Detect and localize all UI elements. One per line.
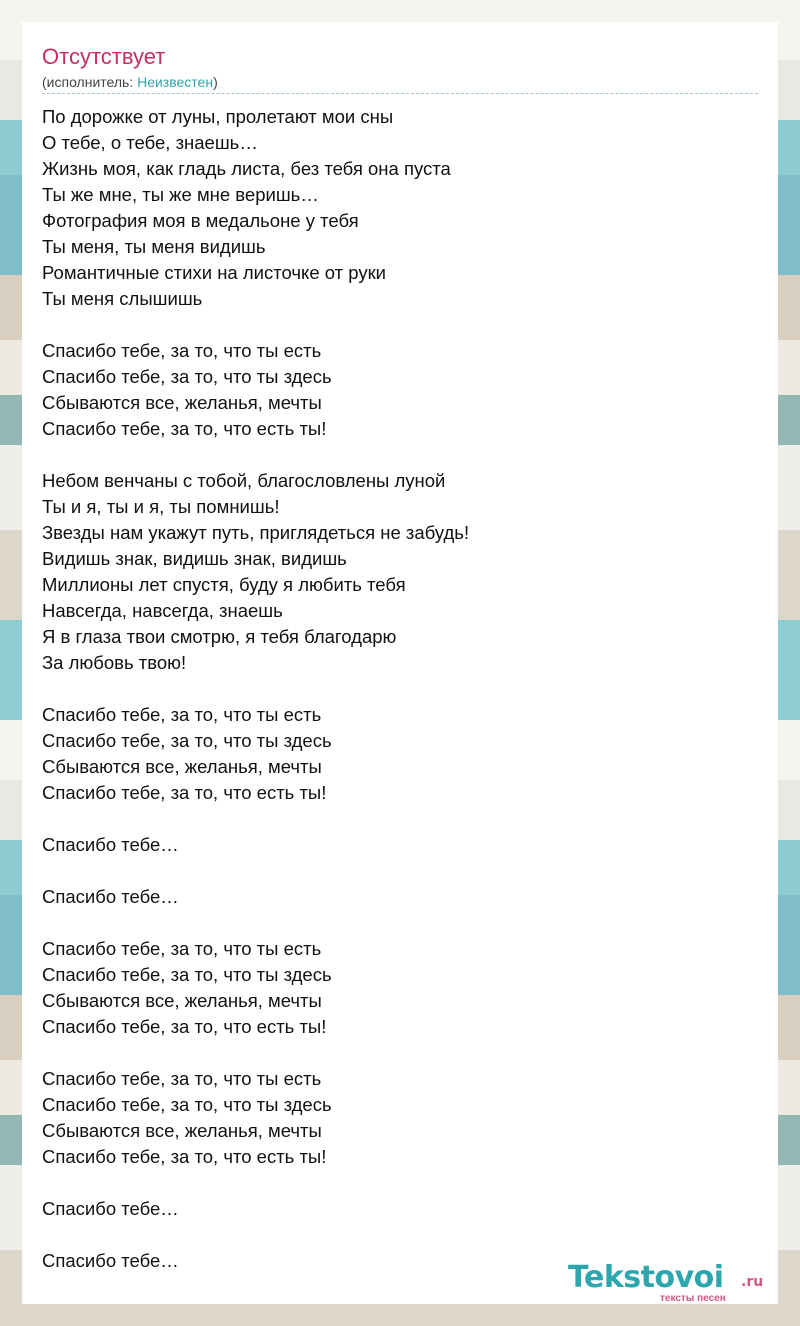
lyrics-line: Я в глаза твои смотрю, я тебя благодарю — [42, 626, 397, 647]
lyrics-line: Навсегда, навсегда, знаешь — [42, 600, 283, 621]
lyrics-line: По дорожке от луны, пролетают мои сны — [42, 106, 394, 127]
lyrics-line: Сбываются все, желанья, мечты — [42, 756, 322, 777]
lyrics-line: Спасибо тебе… — [42, 886, 179, 907]
subtitle-prefix: (исполнитель: — [42, 74, 138, 90]
lyrics-stanza — [42, 702, 742, 806]
lyrics-line: О тебе, о тебе, знаешь… — [42, 132, 258, 153]
lyrics-line: Спасибо тебе, за то, что ты здесь — [42, 964, 332, 985]
song-subtitle — [42, 73, 218, 91]
lyrics-line: Спасибо тебе, за то, что есть ты! — [42, 1146, 327, 1167]
lyrics-line: Фотография моя в медальоне у тебя — [42, 210, 359, 231]
lyrics-line: Спасибо тебе, за то, что ты есть — [42, 938, 322, 959]
lyrics-line: Ты и я, ты и я, ты помнишь! — [42, 496, 280, 517]
lyrics-line: Сбываются все, желанья, мечты — [42, 392, 322, 413]
lyrics-line: Звезды нам укажут путь, приглядеться не забудь! — [42, 522, 470, 543]
lyrics-stanza — [42, 832, 742, 858]
logo-tld: .ru — [741, 1274, 764, 1290]
subtitle-suffix: ) — [213, 74, 218, 90]
lyrics-text — [42, 104, 742, 1274]
lyrics-line: Ты меня слышишь — [42, 288, 203, 309]
lyrics-line: Спасибо тебе, за то, что ты есть — [42, 340, 322, 361]
lyrics-line: Романтичные стихи на листочке от руки — [42, 262, 387, 283]
lyrics-line: Спасибо тебе, за то, что ты здесь — [42, 730, 332, 751]
lyrics-line: Миллионы лет спустя, буду я любить тебя — [42, 574, 406, 595]
lyrics-line: Ты меня, ты меня видишь — [42, 236, 266, 257]
lyrics-stanza — [42, 468, 742, 676]
lyrics-stanza — [42, 936, 742, 1040]
lyrics-line: Небом венчаны с тобой, благословлены луной — [42, 470, 446, 491]
lyrics-line: Спасибо тебе, за то, что есть ты! — [42, 782, 327, 803]
lyrics-line: Спасибо тебе, за то, что есть ты! — [42, 1016, 327, 1037]
lyrics-line: Ты же мне, ты же мне веришь… — [42, 184, 319, 205]
lyrics-line: За любовь твою! — [42, 652, 187, 673]
lyrics-line: Спасибо тебе, за то, что ты есть — [42, 1068, 322, 1089]
lyrics-stanza — [42, 104, 742, 312]
lyrics-card — [22, 22, 778, 1304]
title-divider — [42, 93, 758, 94]
lyrics-line: Сбываются все, желанья, мечты — [42, 990, 322, 1011]
lyrics-stanza — [42, 884, 742, 910]
lyrics-line: Жизнь моя, как гладь листа, без тебя она пуста — [42, 158, 451, 179]
lyrics-line: Спасибо тебе… — [42, 834, 179, 855]
lyrics-stanza — [42, 1066, 742, 1170]
lyrics-line: Спасибо тебе, за то, что есть ты! — [42, 418, 327, 439]
lyrics-line: Спасибо тебе… — [42, 1250, 179, 1271]
artist-link[interactable]: Неизвестен — [137, 74, 214, 90]
lyrics-line: Спасибо тебе… — [42, 1198, 179, 1219]
lyrics-line: Спасибо тебе, за то, что ты здесь — [42, 1094, 332, 1115]
lyrics-line: Спасибо тебе, за то, что ты есть — [42, 704, 322, 725]
logo-tagline: тексты песен — [660, 1293, 726, 1304]
lyrics-line: Сбываются все, желанья, мечты — [42, 1120, 322, 1141]
lyrics-stanza — [42, 338, 742, 442]
lyrics-line: Спасибо тебе, за то, что ты здесь — [42, 366, 332, 387]
lyrics-line: Видишь знак, видишь знак, видишь — [42, 548, 347, 569]
lyrics-stanza — [42, 1196, 742, 1222]
song-title: Отсутствует — [42, 44, 166, 69]
logo-name: Tekstovoi — [568, 1260, 724, 1295]
site-logo[interactable] — [568, 1260, 778, 1304]
